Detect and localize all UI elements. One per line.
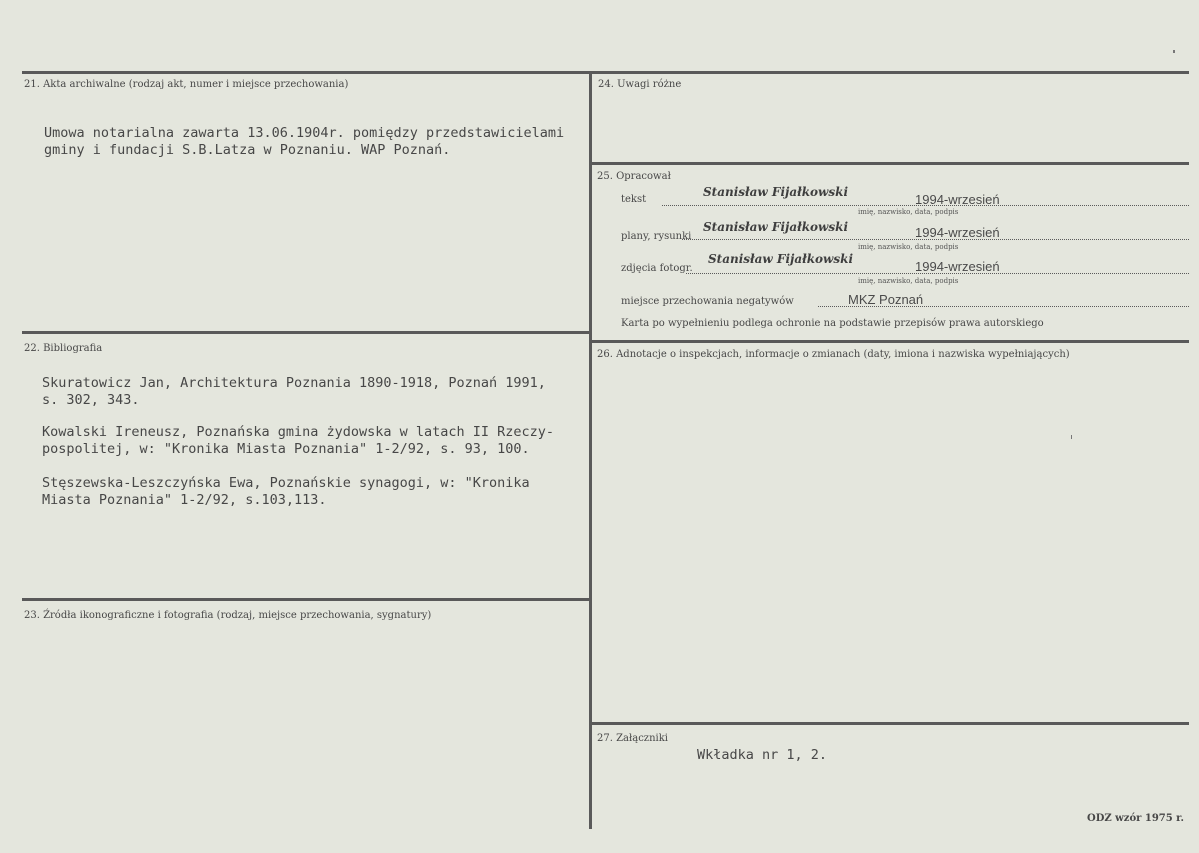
bibliography-entry-1-line-1: Skuratowicz Jan, Architektura Poznania 1890-1918, Poznań 1991, bbox=[42, 375, 546, 391]
author-row-text-date: 1994-wrzesień bbox=[915, 192, 1000, 207]
section-27-label: 27. Załączniki bbox=[597, 733, 668, 744]
negatives-location-label: miejsce przechowania negatywów bbox=[621, 296, 794, 307]
rule-21-22 bbox=[22, 331, 589, 334]
form-version-footer: ODZ wzór 1975 r. bbox=[1087, 813, 1185, 824]
author-row-plans-date: 1994-wrzesień bbox=[915, 225, 1000, 240]
negatives-location-value: MKZ Poznań bbox=[848, 292, 924, 307]
author-row-photos-line bbox=[686, 273, 1189, 274]
rule-22-23 bbox=[22, 598, 589, 601]
author-row-text-label: tekst bbox=[621, 194, 647, 205]
section-25-label: 25. Opracował bbox=[597, 171, 671, 182]
author-row-photos-caption: imię, nazwisko, data, podpis bbox=[858, 277, 959, 285]
author-row-plans-caption: imię, nazwisko, data, podpis bbox=[858, 243, 959, 251]
top-rule bbox=[22, 71, 1189, 74]
section-22-label: 22. Bibliografia bbox=[24, 343, 103, 354]
rule-26-27 bbox=[592, 722, 1189, 725]
bibliography-entry-3-line-2: Miasta Poznania" 1-2/92, s.103,113. bbox=[42, 492, 327, 508]
author-row-plans-name: Stanisław Fijałkowski bbox=[703, 220, 849, 234]
author-row-text-caption: imię, nazwisko, data, podpis bbox=[858, 208, 959, 216]
bibliography-entry-2-line-2: pospolitej, w: "Kronika Miasta Poznania" 1-2/92, s. 93, 100. bbox=[42, 441, 530, 457]
section-21-text-line-2: gminy i fundacji S.B.Latza w Poznaniu. WAP Poznań. bbox=[44, 142, 451, 158]
stray-mark bbox=[1071, 435, 1072, 439]
author-row-photos-label: zdjęcia fotogr. bbox=[621, 263, 693, 274]
section-21-text-line-1: Umowa notarialna zawarta 13.06.1904r. pomiędzy przedstawicielami bbox=[44, 125, 565, 141]
copyright-note: Karta po wypełnieniu podlega ochronie na podstawie przepisów prawa autorskiego bbox=[621, 318, 1044, 329]
author-row-photos-name: Stanisław Fijałkowski bbox=[708, 252, 854, 266]
center-divider bbox=[589, 72, 592, 829]
attachments-value: Wkładka nr 1, 2. bbox=[697, 747, 828, 763]
bibliography-entry-2-line-1: Kowalski Ireneusz, Poznańska gmina żydowska w latach II Rzeczy- bbox=[42, 424, 555, 440]
bibliography-entry-3-line-1: Stęszewska-Leszczyńska Ewa, Poznańskie synagogi, w: "Kronika bbox=[42, 475, 530, 491]
author-row-text-name: Stanisław Fijałkowski bbox=[703, 185, 849, 199]
corner-mark bbox=[1173, 50, 1175, 53]
section-24-label: 24. Uwagi różne bbox=[598, 79, 682, 90]
negatives-location-line bbox=[818, 306, 1189, 307]
author-row-plans-label: plany, rysunki bbox=[621, 231, 692, 242]
author-row-photos-date: 1994-wrzesień bbox=[915, 259, 1000, 274]
rule-24-25 bbox=[592, 162, 1189, 165]
section-23-label: 23. Źródła ikonograficzne i fotografia (rodzaj, miejsce przechowania, sygnatury) bbox=[24, 610, 432, 621]
author-row-text-line bbox=[662, 205, 1189, 206]
section-26-label: 26. Adnotacje o inspekcjach, informacje o zmianach (daty, imiona i nazwiska wypełniających) bbox=[597, 349, 1070, 360]
rule-25-26 bbox=[592, 340, 1189, 343]
section-21-label: 21. Akta archiwalne (rodzaj akt, numer i miejsce przechowania) bbox=[24, 79, 349, 90]
author-row-plans-line bbox=[682, 239, 1189, 240]
bibliography-entry-1-line-2: s. 302, 343. bbox=[42, 392, 140, 408]
